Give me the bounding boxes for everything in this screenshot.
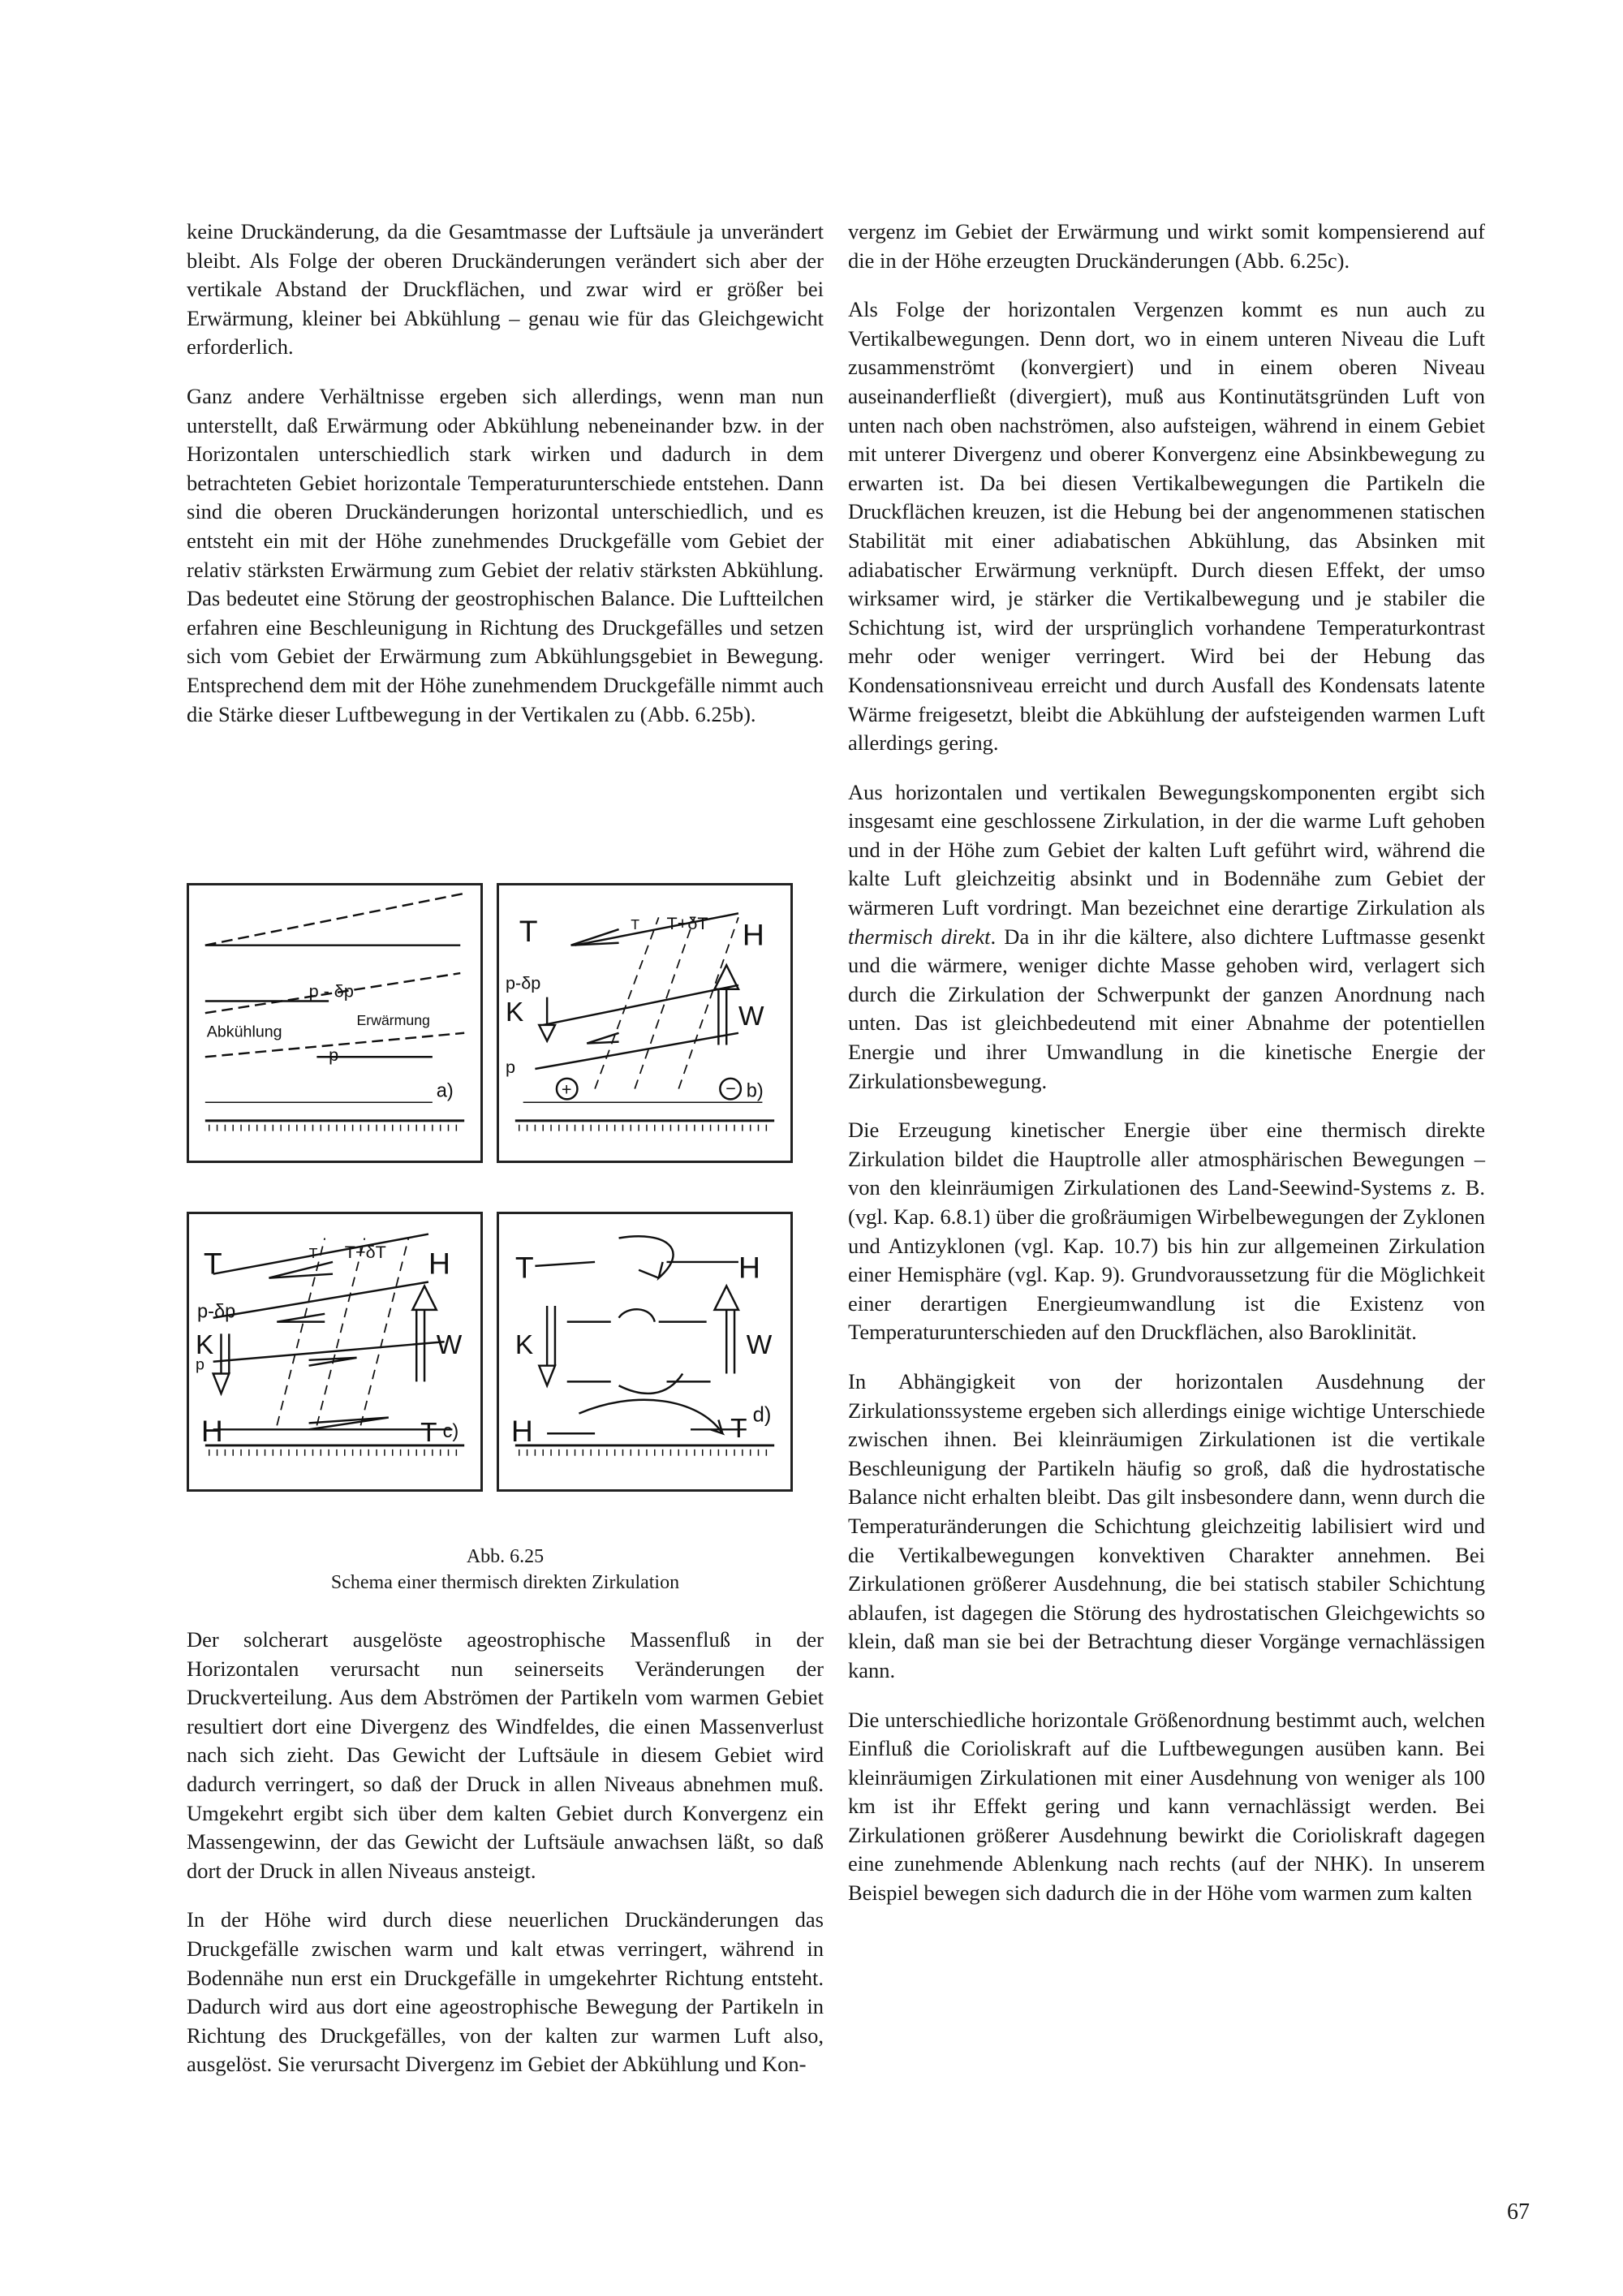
curved-arrow-lower xyxy=(619,1374,683,1394)
label-K: K xyxy=(514,1329,534,1360)
left-column-top xyxy=(187,218,824,749)
panel-c-diagram xyxy=(189,1214,480,1489)
pressure-line-mid xyxy=(543,985,738,1025)
label-T-bottom: T xyxy=(420,1418,437,1449)
label-K: K xyxy=(196,1329,214,1360)
caption-text: Schema einer thermisch direkten Zirkulation xyxy=(330,1572,680,1593)
paragraph: Der solcherart ausgelöste ageostrophische Massenfluß in der Horizontalen verursacht nun seinerseits Veränderungen der Druckverteilung. Aus dem Abströmen der Partikeln vom warmen Gebiet resultiert dort eine Divergenz des Windfeldes, die einen Massenverlust nach sich zieht. Das Gewicht der Luftsäule in diesem Gebiet wird dadurch verringert, so daß der Druck in allen Niveaus abnehmen muß. Umgekehrt ergibt sich über dem kalten Gebiet durch Konvergenz ein Massengewinn, der das Gewicht der Luftsäule anwachsen läßt, so daß dort der Druck in allen Niveaus ansteigt. xyxy=(187,1627,824,1883)
figure-panel-b xyxy=(497,883,793,1163)
isotherm xyxy=(316,1238,364,1425)
label-T-bottom: T xyxy=(730,1414,747,1445)
panel-d-diagram xyxy=(499,1214,790,1489)
paragraph: Die Erzeugung kinetischer Energie über eine thermisch direkte Zirkulation bildet die Hauptrolle aller atmosphärischen Bewegungen – von den kleinräumigen Zirkulationen des Land-Seewind-Systems z. B. (vgl. Kap. 6.8.1) über die großräumigen Wirbelbewegungen der Zyklonen und Antizyklonen (vgl. Kap. 10.7) bis hin zur allgemeinen Zirkulation einer Hemisphäre (vgl. Kap. 9). Grundvoraussetzung für die Möglichkeit einer derartigen Energieumwandlung ist die Existenz von Temperaturunterschieden auf den Druckflächen, also Baroklinität. xyxy=(848,1118,1485,1345)
flow-arrow-mid xyxy=(277,1314,325,1322)
pressure-line-upper xyxy=(575,913,738,945)
paragraph: Die unterschiedliche horizontale Größenordnung bestimmt auch, welchen Einfluß die Corioliskraft auf die Luftbewegungen ausüben kann. Bei kleinräumigen Zirkulationen mit einer Ausdehnung von weniger als 100 km ist ihr Effekt gering und kann vernachlässigt werden. Bei Zirkulationen größerer Ausdehnung bewirkt die Corioliskraft dagegen eine zunehmende Ablenkung nach rechts (auf der NHK). In unserem Beispiel bewegen sich dadurch die in der Höhe vom warmen zum kalten xyxy=(848,1707,1485,1906)
paragraph: In Abhängigkeit von der horizontalen Ausdehnung der Zirkulationssysteme ergeben sich allerdings einige wichtige Unterschiede zwischen ihnen. Bei kleinräumigen Zirkulationen ist die vertikale Beschleunigung der Partikeln häufig so groß, daß die hydrostatische Balance nicht erhalten bleibt. Das gilt insbesondere dann, wenn durch die Temperaturänderungen die Schichtung gleichzeitig labilisiert wird und die Vertikalbewegungen konvektiven Charakter annehmen. Bei Zirkulationen größerer Ausdehnung, die bei statisch stabiler Schichtung ablaufen, ist dagegen die Störung des hydrostatischen Gleichgewichts so klein, daß man sie bei der Betrachtung dieser Vorgänge vernachlässigen kann. xyxy=(848,1368,1485,1682)
paragraph: In der Höhe wird durch diese neuerlichen Druckänderungen das Druckgefälle zwischen warm und kalt etwas verringert, während in Bodennähe nun erst ein Druckgefälle in umgekehrter Richtung entsteht. Dadurch wird aus dort eine ageostrophische Bewegung der Partikeln in Richtung des Druckgefälles, von der kalten zur warmen Luft also, ausgelöst. Sie verursacht Divergenz im Gebiet der Abkühlung und Kon- xyxy=(187,1907,824,2077)
curved-arrow-bottom xyxy=(579,1400,722,1433)
figure-panel-c xyxy=(187,1212,483,1492)
paragraph: keine Druckänderung, da die Gesamtmasse der Luftsäule ja unverändert bleibt. Als Folge der oberen Druckänderungen verändert sich aber der vertikale Abstand der Druckflächen, und zwar wird er größer bei Erwärmung, kleiner bei Abkühlung – genau wie für das Gleichgewicht erforderlich. xyxy=(187,219,824,360)
pressure-line-lower xyxy=(535,1033,738,1069)
figure-panel-a xyxy=(187,883,483,1163)
label-T: T xyxy=(203,1246,222,1281)
down-arrow-cold xyxy=(539,1306,555,1385)
panel-b-diagram xyxy=(499,885,790,1161)
paragraph xyxy=(848,778,1485,1096)
down-arrow-cold xyxy=(213,1333,230,1394)
label-warming: Erwärmung xyxy=(356,1011,430,1028)
label-T: T xyxy=(519,913,538,948)
pressure-line-mid xyxy=(213,1282,428,1318)
ground-hatching xyxy=(519,1450,767,1456)
label-T-small: T xyxy=(631,916,640,933)
label-T: T xyxy=(514,1250,534,1285)
label-T-plus-dT: T+δT xyxy=(344,1242,386,1263)
label-H: H xyxy=(738,1250,760,1285)
label-T-small: T xyxy=(308,1245,318,1262)
label-p: p xyxy=(506,1056,516,1077)
label-H: H xyxy=(428,1246,450,1281)
figure-6-25 xyxy=(187,883,824,1613)
pressure-line-upper-dashed xyxy=(205,894,464,946)
label-cooling: Abkühlung xyxy=(206,1023,282,1041)
label-p-minus-dp: p - δp xyxy=(308,980,354,1002)
page-number: 67 xyxy=(1507,2199,1530,2225)
ground-hatching xyxy=(209,1450,457,1456)
label-K: K xyxy=(506,997,524,1028)
flow-arrow-lower xyxy=(309,1358,357,1366)
label-H-bottom: H xyxy=(200,1414,223,1449)
label-p: p xyxy=(329,1045,339,1066)
isotherm xyxy=(635,917,695,1088)
label-p-minus-dp: p-δp xyxy=(197,1300,236,1322)
figure-caption xyxy=(187,1544,824,1596)
label-plus: + xyxy=(561,1079,572,1100)
label-W: W xyxy=(746,1329,773,1360)
label-minus: − xyxy=(725,1078,736,1099)
panel-label-c: c) xyxy=(442,1420,459,1442)
text-run: Aus horizontalen und vertikalen Bewegungskomponenten ergibt sich insgesamt eine geschlossene Zirkulation, in der die warme Luft gehoben und in der Höhe zum Gebiet der kalten Luft geführt wird, während die kalte Luft gleichzeitig absinkt und in Bodennähe zum Gebiet der wärmeren Luft vordringt. Man bezeichnet eine derartige Zirkulation als xyxy=(848,779,1485,920)
ground-hatching xyxy=(519,1125,767,1131)
label-W: W xyxy=(436,1329,463,1360)
label-H: H xyxy=(742,917,764,952)
label-W: W xyxy=(738,1001,764,1032)
up-arrow-warm xyxy=(714,1286,738,1373)
up-arrow-warm xyxy=(412,1286,436,1381)
label-T-plus-dT: T+δT xyxy=(666,913,708,934)
flow-arrow-bottom xyxy=(309,1418,389,1430)
panel-label-b: b) xyxy=(746,1079,764,1101)
paragraph: vergenz im Gebiet der Erwärmung und wirkt somit kompensierend auf die in der Höhe erzeugten Druckänderungen (Abb. 6.25c). xyxy=(848,219,1485,273)
paragraph: Ganz andere Verhältnisse ergeben sich allerdings, wenn man nun unterstellt, daß Erwärmung oder Abkühlung nebeneinander bzw. in der Horizontalen unterschiedlich stark wirken und dadurch in dem betrachteten Gebiet horizontale Temperaturunterschiede entstehen. Dann sind die oberen Druckänderungen horizontal unterschiedlich, und es entsteht ein mit der Höhe zunehmendes Druckgefälle vom Gebiet der relativ stärksten Erwärmung zum Gebiet der relativ stärksten Abkühlung. Das bedeutet eine Störung der geostrophischen Balance. Die Luftteilchen erfahren eine Beschleunigung in Richtung des Druckgefälles und setzen sich vom Gebiet der Erwärmung zum Abkühlungsgebiet in Bewegung. Entsprechend dem mit der Höhe zunehmendem Druckgefälle nimmt auch die Stärke dieser Luftbewegung in der Vertikalen zu (Abb. 6.25b). xyxy=(187,383,824,726)
down-arrow-cold xyxy=(539,997,555,1041)
pressure-line-upper xyxy=(535,1262,595,1266)
isotherm xyxy=(360,1238,408,1425)
curved-arrow-upper xyxy=(619,1236,674,1277)
right-column xyxy=(848,218,1485,1928)
label-p-minus-dp: p-δp xyxy=(506,972,541,993)
curved-arrow-mid xyxy=(619,1309,655,1321)
text-run: . Da in ihr die kältere, also dichtere Luftmasse gesenkt und die wärmere, weniger dichte Masse gehoben wird, verlagert sich durch die Zirkulation der Schwerpunkt der ganzen Anordnung nach unten. Das ist gleichbedeutend mit einer Abnahme der potentiellen Energie und ihrer Umwandlung in die kinetische Energie der Zirkulationsbewegung. xyxy=(848,924,1485,1093)
panel-label-a: a) xyxy=(436,1079,454,1101)
paragraph: Als Folge der horizontalen Vergenzen kommt es nun auch zu Vertikalbewegungen. Denn dort, wo in einem unteren Niveau die Luft zusammenströmt (konvergiert) und in einem oberen Niveau auseinanderfließt (divergiert), muß aus Kontinutätsgründen Luft von unten nach oben nachströmen, also aufsteigen, während in einem Gebiet mit unterer Divergenz und oberer Konvergenz eine Absinkbewegung zu erwarten ist. Da bei diesen Vertikalbewegungen die Partikeln die Druckflächen kreuzen, ist die Hebung bei der angenommenen statischen Stabilität mit einer adiabatischen Abkühlung, das Absinken mit adiabatischer Erwärmung verknüpft. Durch diesen Effekt, der umso wirksamer wird, je stärker die Vertikalbewegung und je stabiler die Schichtung ist, wird der ursprünglich vorhandene Temperaturkontrast mehr oder weniger verringert. Wird bei der Hebung das Kondensationsniveau erreicht und durch Ausfall des Kondensats latente Wärme freigesetzt, bleibt die Abkühlung der aufsteigenden warmen Luft allerdings gering. xyxy=(848,297,1485,756)
isotherm xyxy=(678,917,738,1088)
left-column-bottom xyxy=(187,1626,824,2100)
ground-hatching xyxy=(209,1125,457,1131)
panel-label-d: d) xyxy=(752,1403,772,1427)
panel-a-diagram xyxy=(189,885,480,1161)
label-p: p xyxy=(196,1355,204,1374)
emphasis-term: thermisch direkt xyxy=(848,924,991,949)
caption-title: Abb. 6.25 xyxy=(466,1546,545,1567)
label-H-bottom: H xyxy=(510,1414,533,1449)
flow-arrow-upper xyxy=(269,1262,333,1278)
figure-panel-d xyxy=(497,1212,793,1492)
